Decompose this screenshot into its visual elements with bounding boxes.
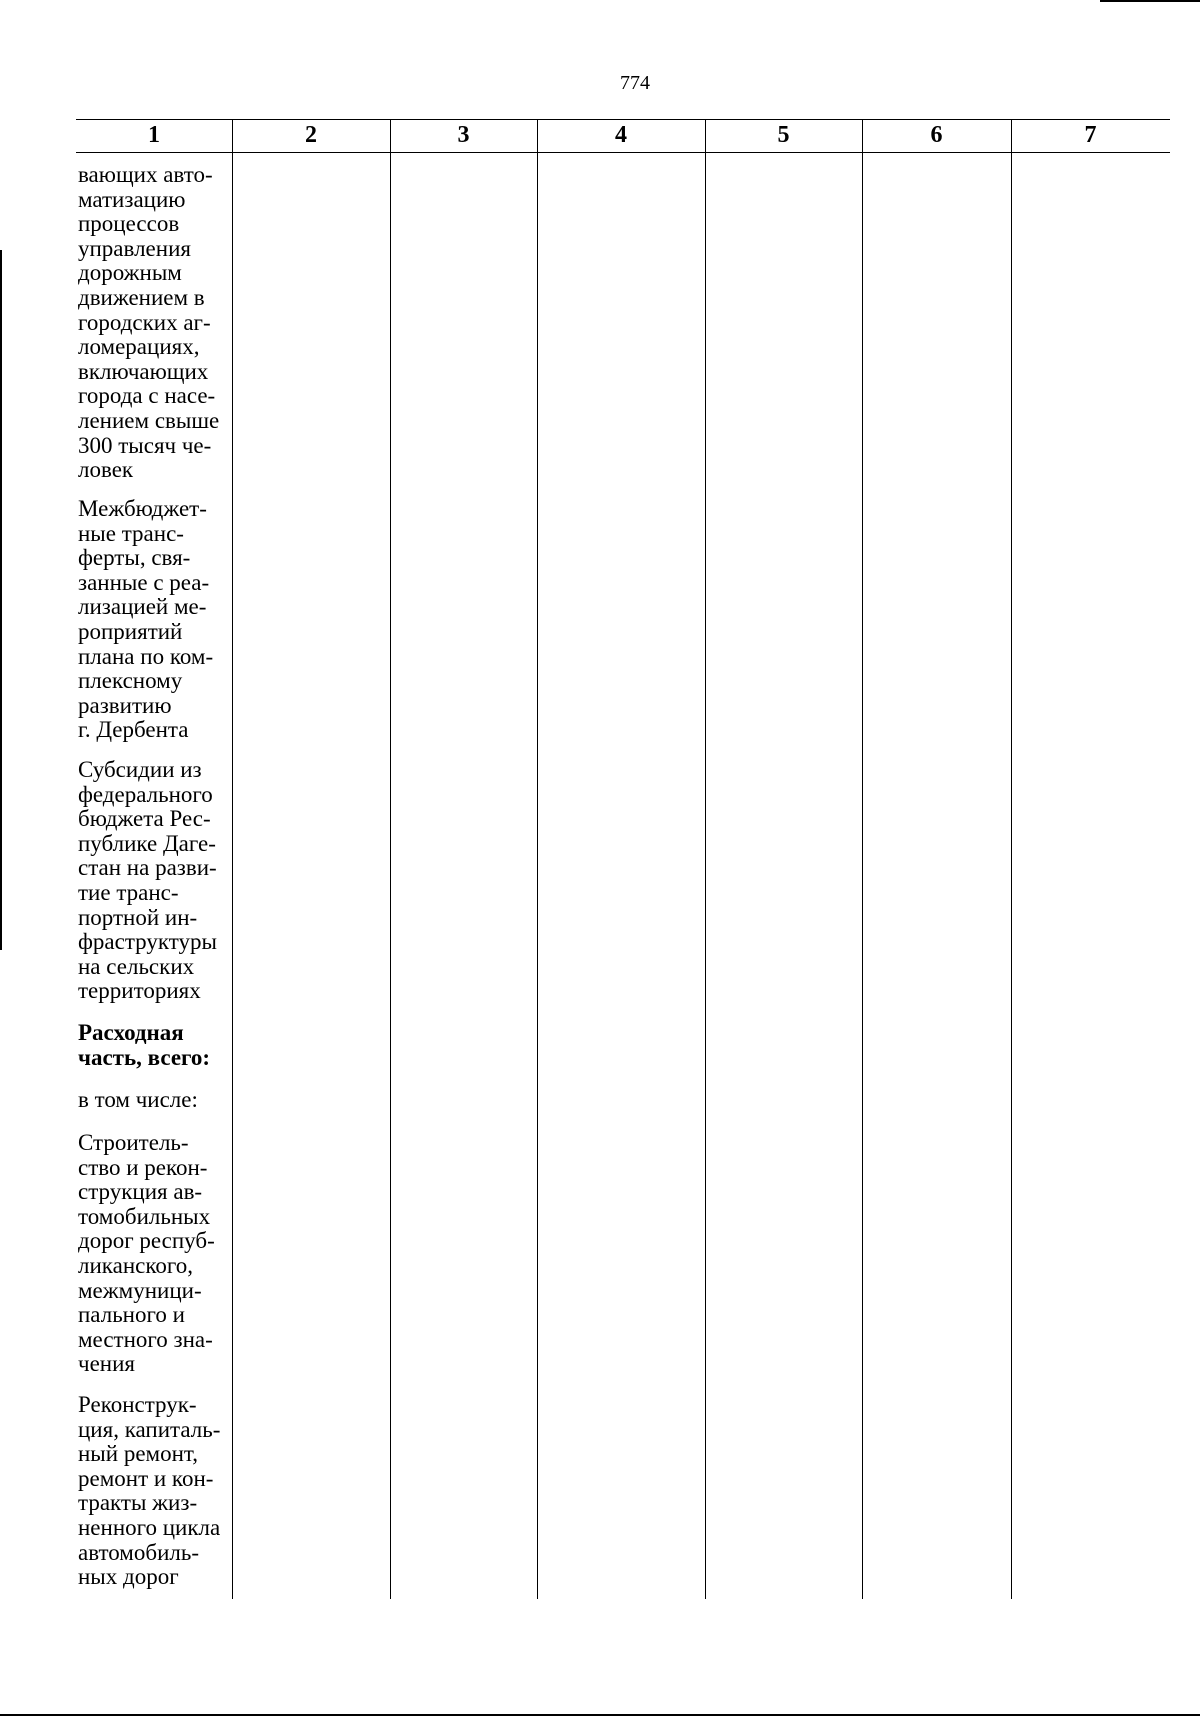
scan-edge-left <box>0 250 2 950</box>
column-header: 4 <box>615 122 627 148</box>
column-header: 5 <box>777 122 790 148</box>
column-divider <box>537 119 538 1599</box>
column-divider <box>1011 119 1012 1599</box>
row-label: Субсидии из федерального бюджета Рес- публике Даге- стан на разви- тие транс- портной ин- фраструктуры на сельских территориях <box>78 757 217 1004</box>
column-header: 1 <box>148 122 160 148</box>
column-header: 3 <box>457 122 470 148</box>
row-label: Реконструк- ция, капиталь- ный ремонт, ремонт и кон- тракты жиз- ненного цикла автомобиль- ных дорог <box>78 1392 221 1590</box>
row-label-total: Расходная часть, всего: <box>78 1020 211 1070</box>
row-label: вающих авто- матизацию процессов управления дорожным движением в городских аг- ломерациях, включающих города с насе- лением свыше 300 тысяч че- ловек <box>78 162 220 483</box>
column-header: 6 <box>930 122 943 148</box>
header-bottom-rule <box>76 152 1170 153</box>
row-label: Межбюджет- ные транс- ферты, свя- занные с реа- лизацией ме- роприятий плана по ком- плексному развитию г. Дербента <box>78 496 214 743</box>
column-header: 7 <box>1084 122 1097 148</box>
column-header: 2 <box>305 122 317 148</box>
row-label: в том числе: <box>78 1087 198 1112</box>
column-divider <box>232 119 233 1599</box>
row-label: Строитель- ство и рекон- струкция ав- томобильных дорог респуб- ликанского, межмуници- пального и местного зна- чения <box>78 1130 215 1377</box>
column-divider <box>862 119 863 1599</box>
scan-edge-top-right <box>1100 0 1200 2</box>
scan-edge-bottom <box>0 1714 1200 1716</box>
column-divider <box>390 119 391 1599</box>
column-divider <box>705 119 706 1599</box>
page-number: 774 <box>620 72 650 94</box>
